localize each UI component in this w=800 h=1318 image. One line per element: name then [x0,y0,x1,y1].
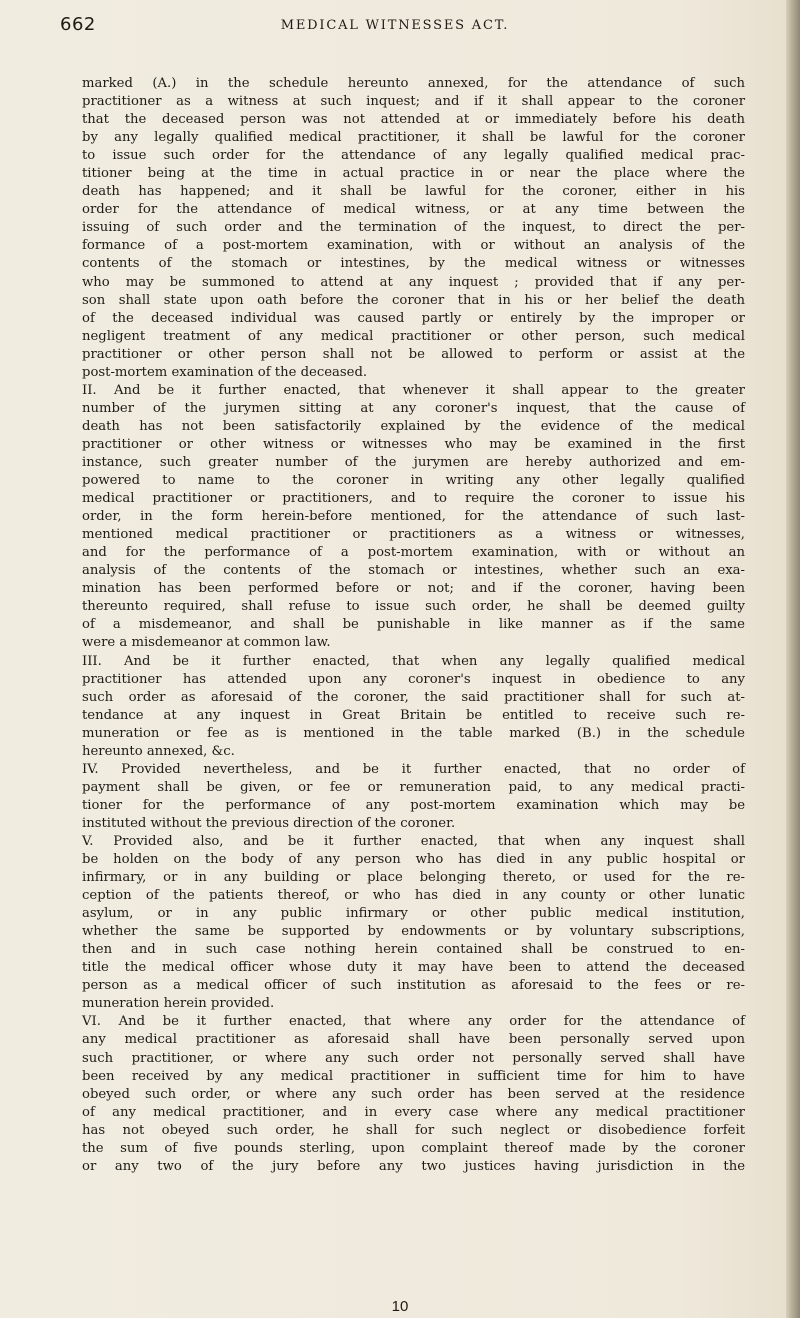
text-line: post-mortem examination of the deceased. [82,364,368,380]
text-line: number of the jurymen sitting at any coroner's inquest, that the cause of [82,400,745,416]
text-line: order for the attendance of medical witness, or at any time between the [82,202,745,218]
text-line: person as a medical officer of such institution as aforesaid to the fees or re- [82,978,745,994]
text-line: has not obeyed such order, he shall for such neglect or disobedience forfeit [82,1122,745,1138]
text-line: V. Provided also, and be it further enacted, that when any inquest shall [82,833,745,849]
text-line: ception of the patients thereof, or who has died in any county or other lunatic [82,888,745,904]
text-line: order, in the form herein-before mentioned, for the attendance of such last- [82,509,745,525]
text-line: any medical practitioner as aforesaid shall have been personally served upon [82,1032,745,1048]
text-line: negligent treatment of any medical practitioner or other person, such medical [82,328,745,344]
text-line: practitioner as a witness at such inquest; and if it shall appear to the coroner [82,94,745,110]
body-text [82,75,745,1176]
text-line: marked (A.) in the schedule hereunto annexed, for the attendance of such [82,76,745,91]
text-line: son shall state upon oath before the coroner that in his or her belief the death [82,292,745,308]
text-line: that the deceased person was not attended at or immediately before his death [82,112,745,128]
text-line: been received by any medical practitioner in sufficient time for him to have [82,1068,745,1084]
text-line: IV. Provided nevertheless, and be it further enacted, that no order of [82,761,745,777]
text-line: mentioned medical practitioner or practitioners as a witness or witnesses, [82,527,745,543]
text-line: muneration or fee as is mentioned in the table marked (B.) in the schedule [82,725,745,741]
text-line: who may be summoned to attend at any inquest ; provided that if any per- [82,274,745,290]
text-line: such practitioner, or where any such order not personally served shall have [82,1050,745,1066]
text-line: payment shall be given, or fee or remuneration paid, to any medical practi- [82,779,745,795]
text-line: formance of a post-mortem examination, with or without an analysis of the [82,238,745,254]
text-line: issuing of such order and the termination of the inquest, to direct the per- [82,220,745,236]
text-line: practitioner or other witness or witnesses who may be examined in the first [82,436,745,452]
text-line: of any medical practitioner, and in every case where any medical practitioner [82,1104,745,1120]
text-line: title the medical officer whose duty it may have been to attend the deceased [82,960,745,976]
text-line: tioner for the performance of any post-mortem examination which may be [82,797,745,813]
text-line: whether the same be supported by endowments or by voluntary subscriptions, [82,924,745,940]
text-line: II. And be it further enacted, that whenever it shall appear to the greater [82,382,745,398]
text-line: thereunto required, shall refuse to issue such order, he shall be deemed guilty [82,599,745,615]
signature-folio: 10 [391,1298,409,1315]
text-line: by any legally qualified medical practitioner, it shall be lawful for the coroner [82,130,745,146]
text-line: then and in such case nothing herein contained shall be construed to en- [82,942,745,958]
text-line: powered to name to the coroner in writing any other legally qualified [82,473,745,489]
text-line: instituted without the previous direction of the coroner. [82,815,456,831]
text-line: tendance at any inquest in Great Britain be entitled to receive such re- [82,707,745,723]
text-line: were a misdemeanor at common law. [82,635,331,651]
text-line: analysis of the contents of the stomach or intestines, whether such an exa- [82,563,745,579]
text-line: or any two of the jury before any two justices having jurisdiction in the [82,1158,745,1174]
text-line: hereunto annexed, &c. [82,743,235,759]
text-line: and for the performance of a post-mortem examination, with or without an [82,545,745,561]
text-line: contents of the stomach or intestines, by the medical witness or witnesses [82,256,745,272]
text-line: asylum, or in any public infirmary or other public medical institution, [82,906,745,922]
text-line: muneration herein provided. [82,996,275,1012]
text-line: titioner being at the time in actual practice in or near the place where the [82,166,745,182]
text-line: be holden on the body of any person who has died in any public hospital or [82,852,745,868]
text-line: mination has been performed before or not; and if the coroner, having been [82,581,745,597]
text-line: infirmary, or in any building or place belonging thereto, or used for the re- [82,870,745,886]
text-line: practitioner has attended upon any coroner's inquest in obedience to any [82,671,745,687]
text-line: instance, such greater number of the jurymen are hereby authorized and em- [82,454,745,470]
text-line: III. And be it further enacted, that when any legally qualified medical [82,653,745,669]
text-line: such order as aforesaid of the coroner, the said practitioner shall for such at- [82,689,745,705]
text-line: the sum of five pounds sterling, upon complaint thereof made by the coroner [82,1140,745,1156]
page-number: 662 [60,14,96,35]
text-line: medical practitioner or practitioners, and to require the coroner to issue his [82,491,745,507]
page-edge-shadow [786,0,800,1318]
text-line: VI. And be it further enacted, that where any order for the attendance of [82,1014,745,1030]
text-line: to issue such order for the attendance of any legally qualified medical prac- [82,148,745,164]
text-line: practitioner or other person shall not be allowed to perform or assist at the [82,346,745,362]
text-line: obeyed such order, or where any such order has been served at the residence [82,1086,745,1102]
text-line: of a misdemeanor, and shall be punishable in like manner as if the same [82,617,745,633]
text-line: death has happened; and it shall be lawful for the coroner, either in his [82,184,745,200]
page-header [60,14,730,44]
running-head: MEDICAL WITNESSES ACT. [280,18,510,33]
text-line: of the deceased individual was caused partly or entirely by the improper or [82,310,745,326]
text-line: death has not been satisfactorily explained by the evidence of the medical [82,418,745,434]
